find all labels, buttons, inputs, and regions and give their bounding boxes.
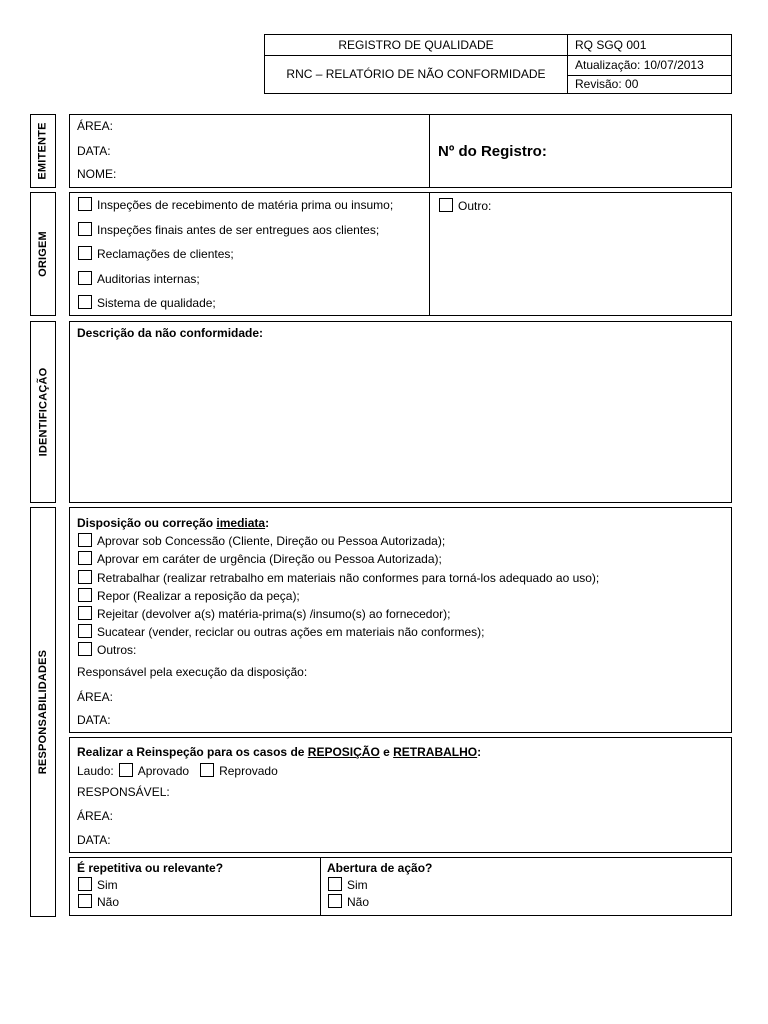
- document-update-date: Atualização: 10/07/2013: [575, 58, 704, 72]
- reinspecao-heading-retrabalho: RETRABALHO: [393, 745, 478, 759]
- disposicao-option[interactable]: [78, 570, 599, 586]
- checkbox[interactable]: [328, 894, 342, 908]
- side-label-responsabilidades-text: RESPONSABILIDADES: [37, 649, 50, 775]
- abertura-question: Abertura de ação?: [327, 861, 433, 875]
- disposicao-option-label: Aprovar sob Concessão (Cliente, Direção ou Pessoa Autorizada);: [97, 534, 446, 548]
- abertura-sim-option[interactable]: [328, 877, 368, 893]
- disposicao-option[interactable]: [78, 551, 442, 567]
- origem-other-option[interactable]: [439, 198, 491, 214]
- checkbox[interactable]: [328, 877, 342, 891]
- repetitiva-nao-label: Não: [97, 895, 120, 909]
- descricao-text-area[interactable]: [77, 344, 722, 496]
- checkbox[interactable]: [78, 533, 92, 547]
- disposicao-heading-end: :: [265, 516, 270, 530]
- reinspecao-responsavel-field[interactable]: RESPONSÁVEL:: [77, 785, 170, 799]
- disposicao-option-label: Retrabalhar (realizar retrabalho em materiais não conformes para torná-los adequado ao uso);: [97, 571, 600, 585]
- checkbox[interactable]: [439, 198, 453, 212]
- header-divider-h-right2: [567, 75, 731, 76]
- disposicao-option-label: Aprovar em caráter de urgência (Direção ou Pessoa Autorizada);: [97, 552, 442, 566]
- disposicao-responsavel-field[interactable]: Responsável pela execução da disposição:: [77, 665, 308, 679]
- laudo-row: [77, 763, 278, 779]
- abertura-nao-option[interactable]: [328, 894, 369, 910]
- origem-other-label: Outro:: [458, 199, 492, 213]
- disposicao-option-label: Sucatear (vender, reciclar ou outras ações em materiais não conformes);: [97, 625, 485, 639]
- checkbox-aprovado[interactable]: [119, 763, 133, 777]
- side-label-origem-text: ORIGEM: [37, 231, 49, 277]
- origem-option-label: Inspeções de recebimento de matéria prima ou insumo;: [97, 198, 394, 212]
- side-label-origem: [30, 192, 56, 316]
- document-title: REGISTRO DE QUALIDADE: [338, 38, 494, 52]
- disposicao-option-label: Outros:: [97, 643, 137, 657]
- disposicao-heading-underlined: imediata: [216, 516, 266, 530]
- repetitiva-sim-label: Sim: [97, 878, 118, 892]
- checkbox[interactable]: [78, 606, 92, 620]
- disposicao-option[interactable]: [78, 606, 450, 622]
- checkbox[interactable]: [78, 197, 92, 211]
- reinspecao-area-field[interactable]: ÁREA:: [77, 809, 114, 823]
- emitente-section: [69, 114, 732, 188]
- checkbox[interactable]: [78, 271, 92, 285]
- disposicao-option[interactable]: [78, 533, 445, 549]
- reinspecao-heading-c: e: [379, 745, 394, 759]
- origem-section: [69, 192, 732, 316]
- reinspecao-data-field[interactable]: DATA:: [77, 833, 111, 847]
- origem-option[interactable]: [78, 246, 234, 262]
- origem-option[interactable]: [78, 295, 216, 311]
- origem-divider: [429, 193, 430, 315]
- side-label-identificacao-text: IDENTIFICAÇÃO: [37, 367, 50, 457]
- final-questions-divider: [320, 858, 321, 915]
- reprovado-label: Reprovado: [219, 764, 278, 778]
- checkbox[interactable]: [78, 877, 92, 891]
- identificacao-section: [69, 321, 732, 503]
- side-label-emitente: [30, 114, 56, 188]
- laudo-label: Laudo:: [77, 764, 114, 778]
- disposicao-option-label: Repor (Realizar a reposição da peça);: [97, 589, 300, 603]
- aprovado-label: Aprovado: [137, 764, 190, 778]
- origem-option-label: Auditorias internas;: [97, 272, 200, 286]
- reinspecao-heading: [77, 745, 481, 759]
- header-divider-h-left: [265, 55, 567, 56]
- disposicao-option[interactable]: [78, 588, 300, 604]
- abertura-sim-label: Sim: [347, 878, 368, 892]
- registro-number-field[interactable]: Nº do Registro:: [438, 143, 547, 160]
- side-label-responsabilidades: [30, 507, 56, 917]
- header-divider-v: [567, 35, 568, 93]
- reinspecao-heading-end: :: [477, 745, 482, 759]
- origem-option[interactable]: [78, 271, 200, 287]
- disposicao-option-label: Rejeitar (devolver a(s) matéria-prima(s) /insumo(s) ao fornecedor);: [97, 607, 451, 621]
- disposicao-option[interactable]: [78, 642, 136, 658]
- abertura-nao-label: Não: [347, 895, 370, 909]
- document-revision: Revisão: 00: [575, 77, 639, 91]
- repetitiva-sim-option[interactable]: [78, 877, 118, 893]
- checkbox[interactable]: [78, 570, 92, 584]
- descricao-label: Descrição da não conformidade:: [77, 326, 264, 340]
- origem-option-label: Sistema de qualidade;: [97, 296, 216, 310]
- emitente-data-field[interactable]: DATA:: [77, 144, 111, 158]
- checkbox[interactable]: [78, 624, 92, 638]
- side-label-identificacao: [30, 321, 56, 503]
- checkbox[interactable]: [78, 222, 92, 236]
- checkbox[interactable]: [78, 642, 92, 656]
- origem-option-label: Reclamações de clientes;: [97, 247, 234, 261]
- disposicao-section: [69, 507, 732, 733]
- side-label-emitente-text: EMITENTE: [37, 122, 49, 180]
- checkbox[interactable]: [78, 295, 92, 309]
- disposicao-data-field[interactable]: DATA:: [77, 713, 111, 727]
- document-subtitle: RNC – RELATÓRIO DE NÃO CONFORMIDADE: [286, 67, 546, 81]
- final-questions-section: [69, 857, 732, 916]
- reinspecao-heading-a: Realizar a Reinspeção para os casos de: [77, 745, 308, 759]
- disposicao-area-field[interactable]: ÁREA:: [77, 690, 114, 704]
- repetitiva-question: É repetitiva ou relevante?: [77, 861, 224, 875]
- emitente-divider: [429, 115, 430, 187]
- checkbox[interactable]: [78, 246, 92, 260]
- emitente-nome-field[interactable]: NOME:: [77, 167, 117, 181]
- disposicao-heading: [77, 516, 269, 530]
- checkbox-reprovado[interactable]: [200, 763, 214, 777]
- header-table: [264, 34, 732, 94]
- origem-option-label: Inspeções finais antes de ser entregues aos clientes;: [97, 223, 380, 237]
- origem-option[interactable]: [78, 222, 379, 238]
- emitente-area-field[interactable]: ÁREA:: [77, 119, 114, 133]
- repetitiva-nao-option[interactable]: [78, 894, 119, 910]
- checkbox[interactable]: [78, 588, 92, 602]
- reinspecao-heading-reposicao: REPOSIÇÃO: [307, 745, 380, 759]
- reinspecao-section: [69, 737, 732, 853]
- disposicao-heading-text: Disposição ou correção: [77, 516, 217, 530]
- disposicao-option[interactable]: [78, 624, 485, 640]
- checkbox[interactable]: [78, 551, 92, 565]
- origem-option[interactable]: [78, 197, 393, 213]
- checkbox[interactable]: [78, 894, 92, 908]
- header-divider-h-right1: [567, 55, 731, 56]
- document-code: RQ SGQ 001: [575, 38, 647, 52]
